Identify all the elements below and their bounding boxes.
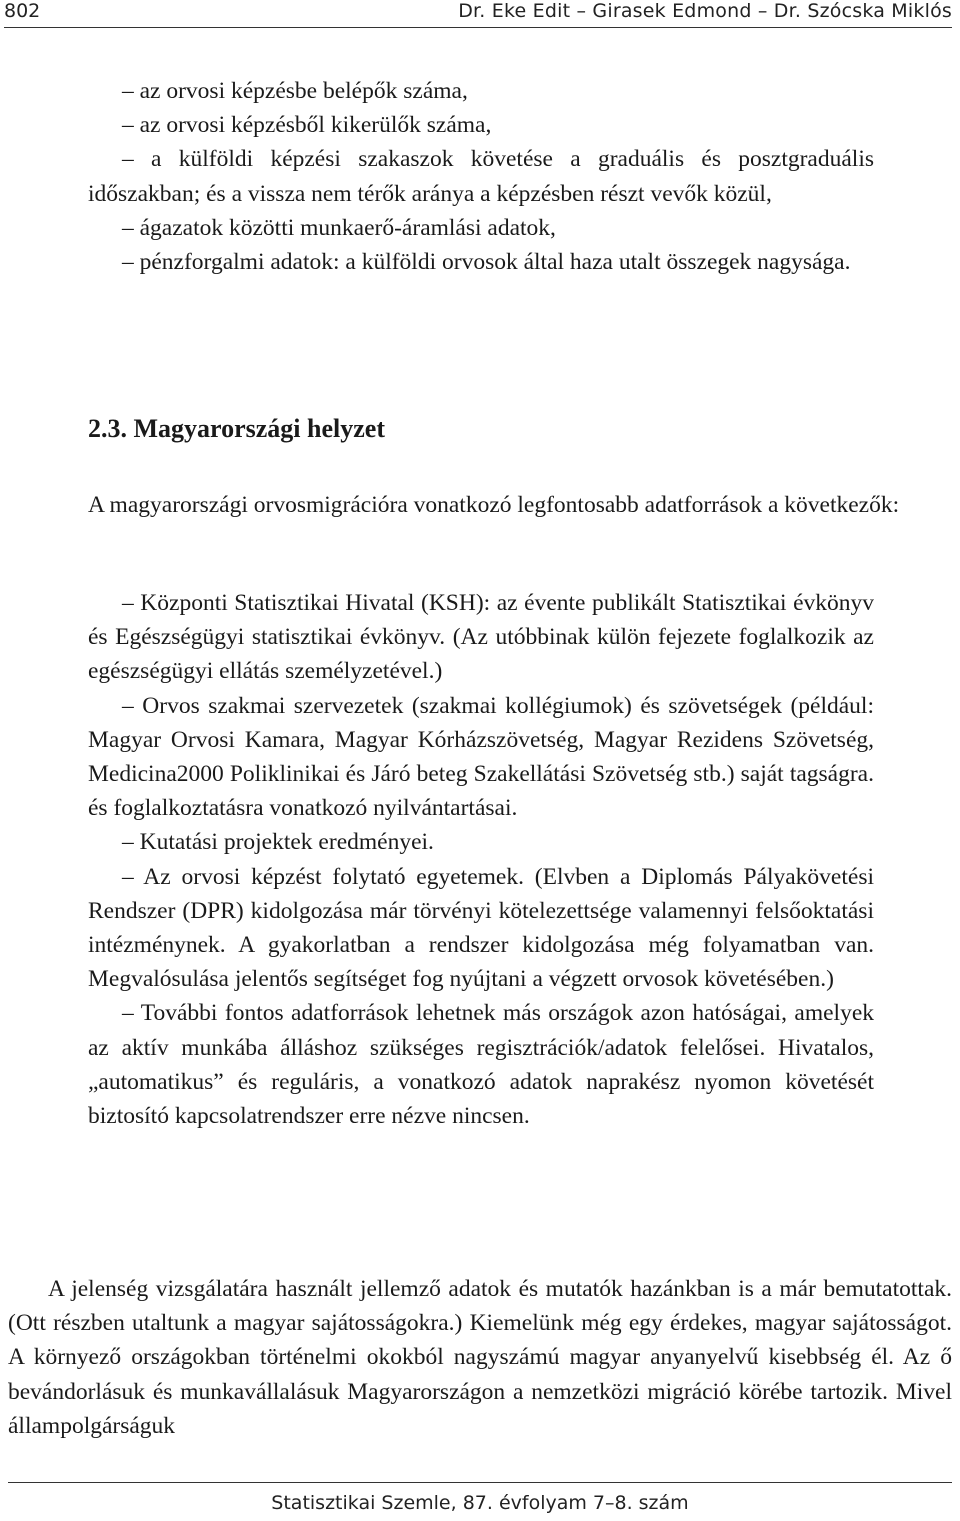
- footer-rule: [8, 1482, 952, 1483]
- list-item: – Az orvosi képzést folytató egyetemek. (Elvben a Diplomás Pályakövetési Rendszer (DPR) kidolgozása már törvényi kötelezettsége valamennyi felsőoktatási intézménynek. A gyakorlatban a rendszer kidolgozása még folyamatban van. Megvalósulása jelentős segítséget fog nyújtani a végzett orvosok követésében.): [88, 863, 874, 993]
- requirements-list: [88, 74, 874, 279]
- final-text: A jelenség vizsgálatára használt jellemző adatok és mutatók hazánkban is a már bemutatottak. (Ott részben utaltunk a magyar sajátosságokra.) Kiemelünk még egy érdekes, magyar sajátosságot. A környező országokban történelmi okokból nagyszámú magyar anyanyelvű kisebbség él. Az ő bevándorlásuk és munkavállalásuk Magyarországon a nemzetközi migráció körébe tartozik. Mivel állampolgárságuk: [8, 1276, 952, 1439]
- list-item: – pénzforgalmi adatok: a külföldi orvosok által haza utalt összegek nagysága.: [122, 249, 851, 276]
- intro-paragraph: [8, 488, 952, 522]
- final-paragraph: [8, 1272, 952, 1443]
- list-item: – Orvos szakmai szervezetek (szakmai kollégiumok) és szövetségek (például: Magyar Orvosi Kamara, Magyar Kórházszövetség, Magyar Rezidens Szövetség, Medicina2000 Poliklinikai és Járó beteg Szakellátási Szövetség stb.) saját tagságra. és foglalkoztatásra vonatkozó nyilvántartásai.: [88, 692, 874, 822]
- list-item: – az orvosi képzésbe belépők száma,: [122, 78, 468, 104]
- list-item: – További fontos adatforrások lehetnek más országok azon hatóságai, amelyek az aktív munkába álláshoz szükséges regisztrációk/adatok felelősei. Hivatalos, „automatikus” és reguláris, a vonatkozó adatok naprakész nyomon követését biztosító kapcsolatrendszer erre nézve nincsen.: [88, 1000, 874, 1130]
- section-heading: 2.3. Magyarországi helyzet: [88, 414, 385, 443]
- list-item: – Központi Statisztikai Hivatal (KSH): az évente publikált Statisztikai évkönyv és Egészségügyi statisztikai évkönyv. (Az utóbbinak külön fejezete foglalkozik az egészségügyi ellátás személyzetével.): [88, 590, 874, 685]
- list-item: – az orvosi képzésből kikerülők száma,: [122, 112, 492, 139]
- page-number: 802: [4, 0, 41, 22]
- list-item: – a külföldi képzési szakaszok követése a graduális és posztgraduális időszakban; és a vissza nem térők aránya a képzésben részt vevők közül,: [88, 146, 874, 207]
- page-footer: Statisztikai Szemle, 87. évfolyam 7–8. szám: [271, 1492, 689, 1514]
- header-rule: [4, 27, 952, 28]
- list-item: – Kutatási projektek eredményei.: [122, 829, 434, 856]
- data-sources-list: [88, 586, 874, 1133]
- list-item: – ágazatok közötti munkaerő-áramlási adatok,: [122, 214, 556, 241]
- running-head: Dr. Eke Edit – Girasek Edmond – Dr. Szócska Miklós: [458, 0, 952, 22]
- page-header: [0, 0, 960, 28]
- intro-text: A magyarországi orvosmigrációra vonatkozó legfontosabb adatforrások a következők:: [88, 492, 900, 518]
